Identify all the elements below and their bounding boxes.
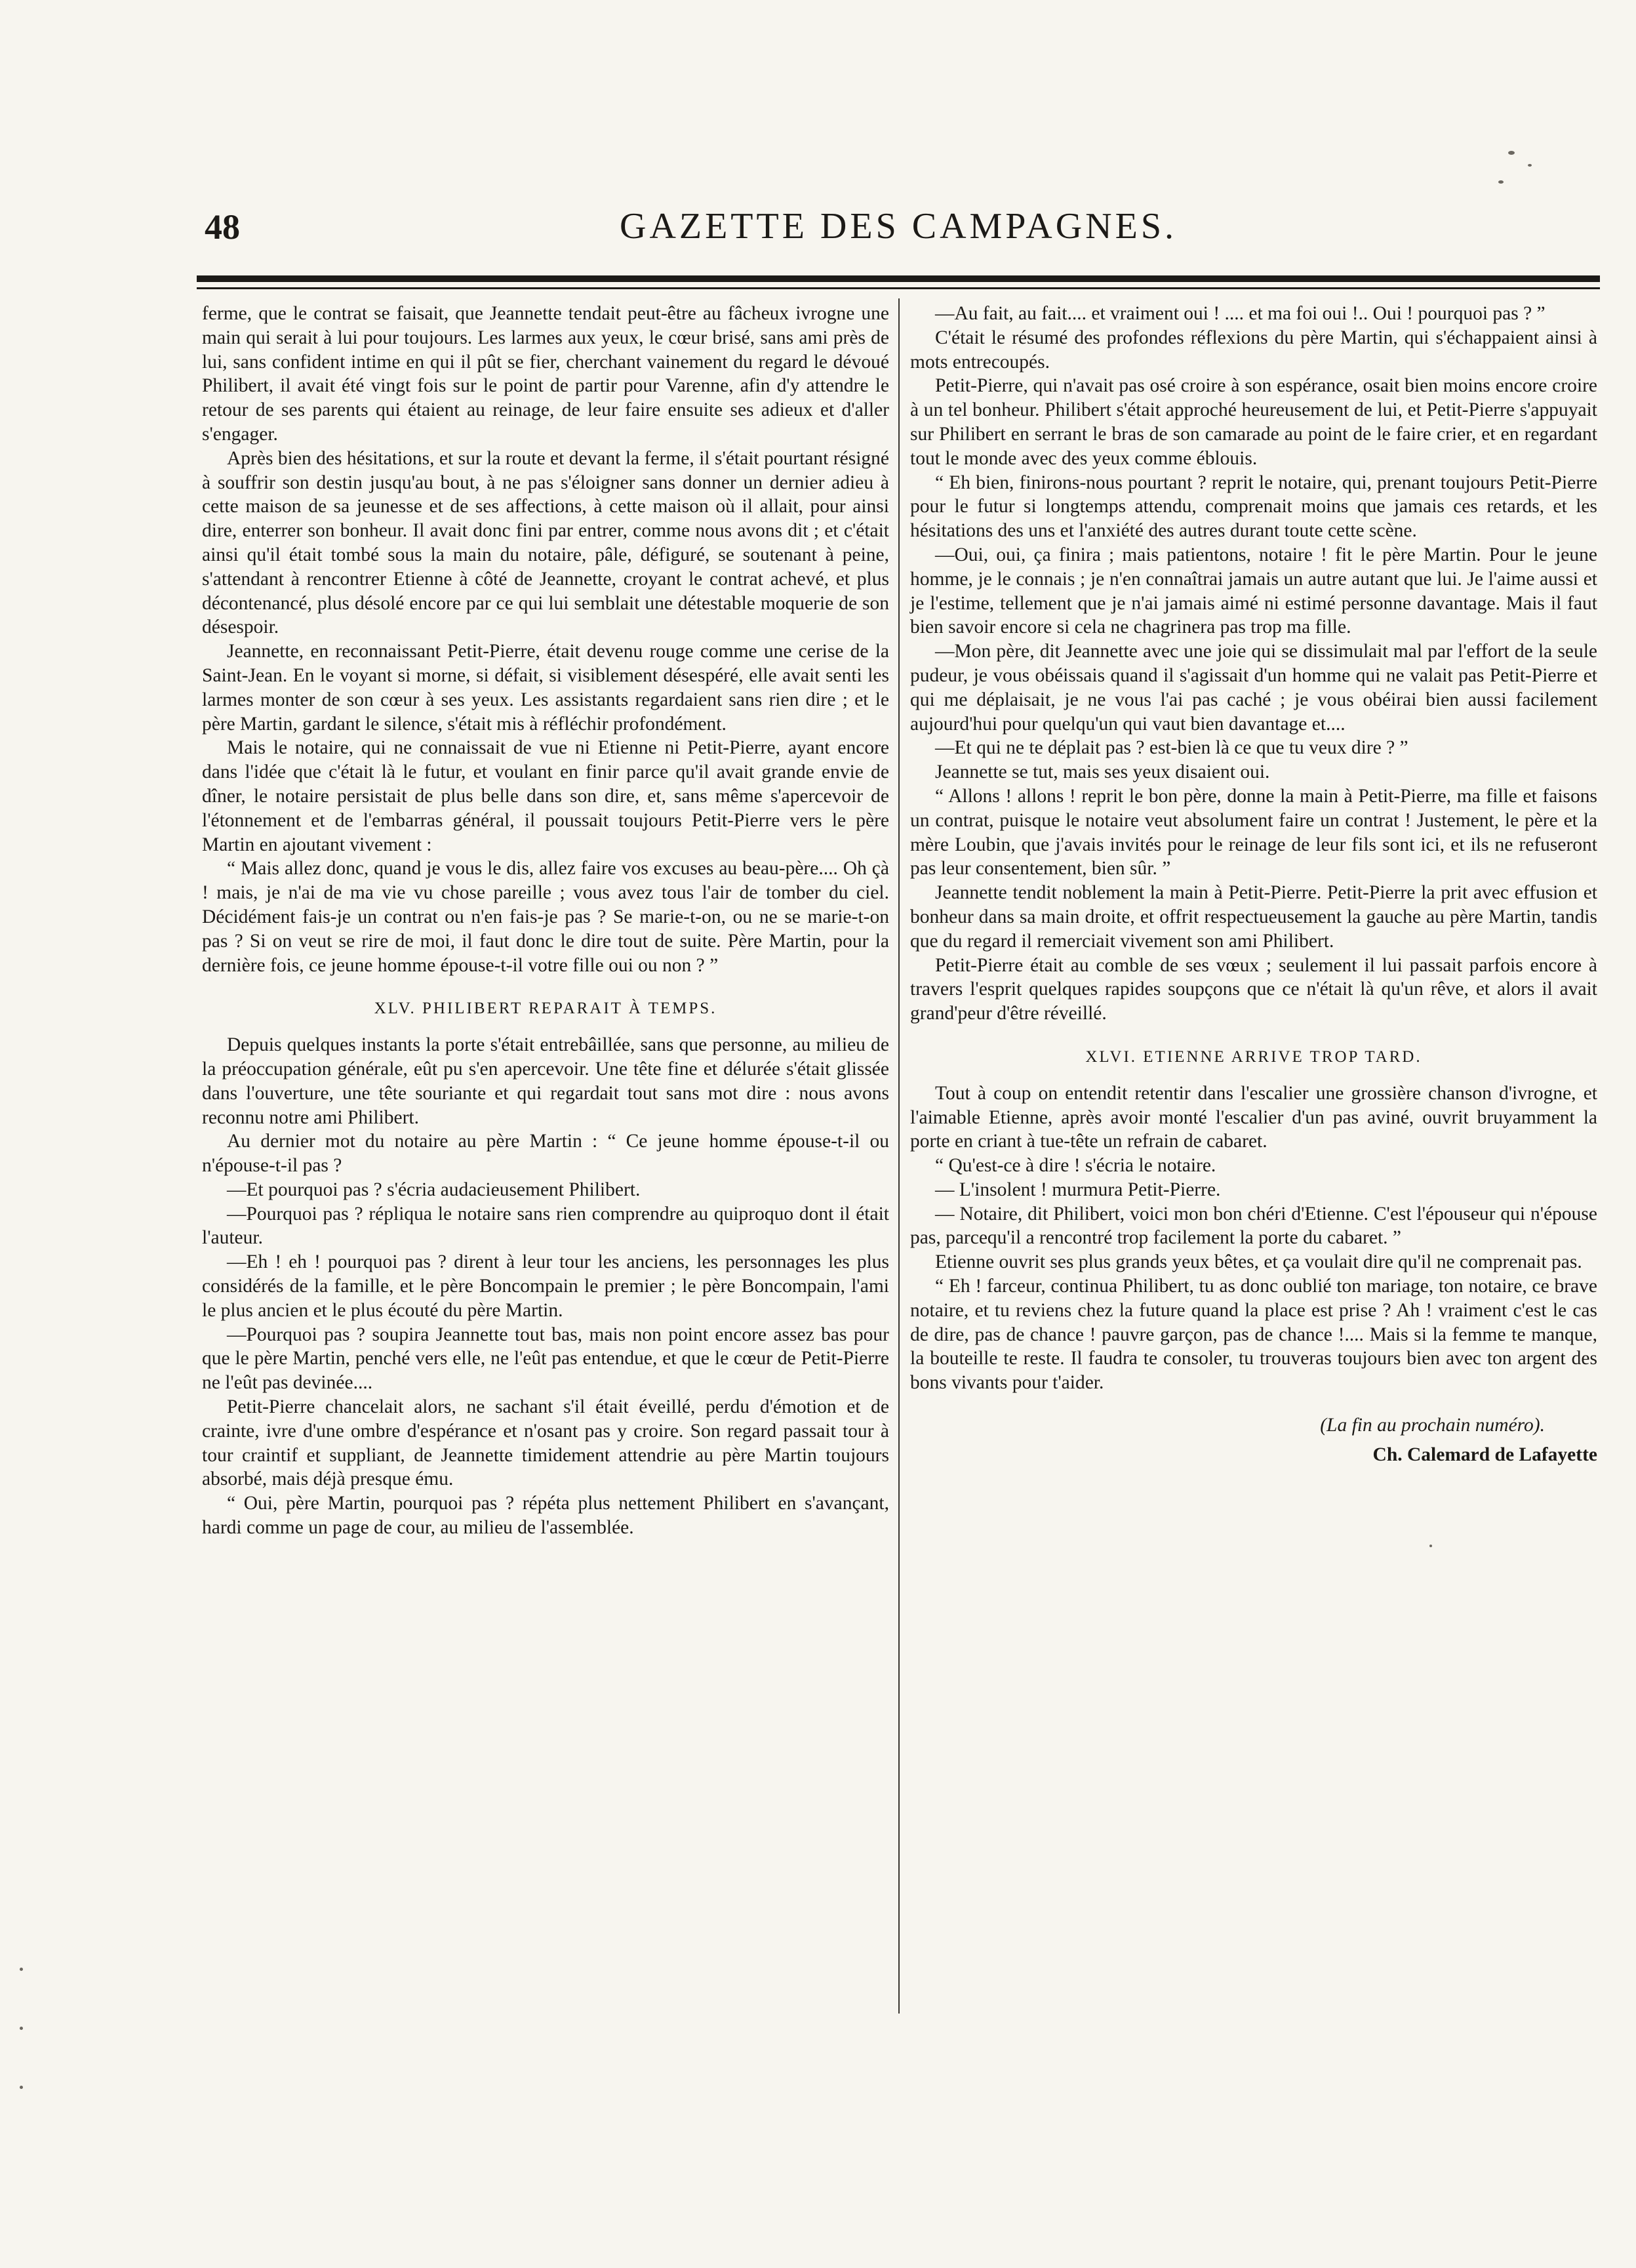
print-speck xyxy=(20,2027,23,2030)
print-speck xyxy=(20,1968,23,1971)
left-paragraph: —Eh ! eh ! pourquoi pas ? dirent à leur tour les anciens, les personnages les plus considérés de la famille, et le père Boncompain le premier ; le père Boncompain, l'ami le plus ancien et le plus écouté du père Martin. xyxy=(202,1251,889,1321)
right-paragraph: —Au fait, au fait.... et vraiment oui ! .... et ma foi oui !.. Oui ! pourquoi pas ? ” xyxy=(935,303,1546,324)
left-paragraph: Après bien des hésitations, et sur la route et devant la ferme, il s'était pourtant résigné à souffrir son destin jusqu'au bout, à ne pas s'éloigner sans donner un dernier adieu à cette maison de sa jeunesse et de ses affections, à cette maison où il allait, pour ainsi dire, enterrer son bonheur. Il avait donc fini par entrer, comme nous avons dit ; et c'était ainsi qu'il était tombé sous la main du notaire, pâle, défiguré, se soutenant à peine, s'attendant à rencontrer Etienne à côté de Jeannette, croyant le contrat achevé, et plus décontenancé, plus désolé encore par ce qui lui semblait une détestable moquerie de son désespoir. xyxy=(202,447,889,638)
left-column xyxy=(202,302,889,1540)
print-speck xyxy=(1528,164,1532,167)
section-heading-xlv: XLV. PHILIBERT REPARAIT À TEMPS. xyxy=(374,1000,717,1018)
left-paragraph: ferme, que le contrat se faisait, que Jeannette tendait peut-être au fâcheux ivrogne une main qui serait à lui pour toujours. Les larmes aux yeux, le cœur brisé, sans ami près de lui, sans confident intime en qui il pût se fier, cherchant vainement du regard le dévoué Philibert, il avait été vingt fois sur le point de partir pour Varenne, afin d'y attendre le retour de ses parents qui étaient au reinage, de leur faire ensuite ses adieux et d'aller s'engager. xyxy=(202,303,889,445)
right-paragraph: Petit-Pierre était au comble de ses vœux ; seulement il lui passait parfois encore à travers l'esprit quelques rapides soupçons que ce n'était là qu'un rêve, et alors il avait grand'peur d'être réveillé. xyxy=(910,954,1597,1024)
journal-title: GAZETTE DES CAMPAGNES. xyxy=(620,206,1177,247)
left-paragraph: —Pourquoi pas ? soupira Jeannette tout bas, mais non point encore assez bas pour que le père Martin, penché vers elle, ne l'eût pas entendue, et que le cœur de Petit-Pierre ne l'eût pas devinée.... xyxy=(202,1324,889,1394)
right-paragraph: Tout à coup on entendit retentir dans l'escalier une grossière chanson d'ivrogne, et l'aimable Etienne, après avoir monté l'escalier d'un pas aviné, ouvrit bruyamment la porte en criant à tue-tête un refrain de cabaret. xyxy=(910,1082,1597,1152)
page-header xyxy=(197,200,1600,279)
right-paragraph: C'était le résumé des profondes réflexions du père Martin, qui s'échappaient ainsi à mots entrecoupés. xyxy=(910,327,1597,373)
left-paragraph: —Et pourquoi pas ? s'écria audacieusement Philibert. xyxy=(227,1179,641,1200)
right-paragraph: “ Eh ! farceur, continua Philibert, tu as donc oublié ton mariage, ton notaire, ce brave notaire, et tu reviens chez la future quand la place est prise ? Ah ! vraiment c'est le cas de dire, pas de chance ! pauvre garçon, pas de chance !.... Mais si la femme te manque, la bouteille te reste. Il faudra te consoler, tu trouveras toujours bien avec ton argent des bons vivants pour t'aider. xyxy=(910,1276,1597,1394)
right-paragraph: “ Eh bien, finirons-nous pourtant ? reprit le notaire, qui, prenant toujours Petit-Pierre pour le futur si longtemps attendu, comprenait moins que jamais ces retards, et les hésitations des uns et l'anxiété des autres durant toute cette scène. xyxy=(910,472,1597,542)
right-paragraph: —Et qui ne te déplait pas ? est-bien là ce que tu veux dire ? ” xyxy=(935,737,1408,759)
right-paragraph: — Notaire, dit Philibert, voici mon bon chéri d'Etienne. C'est l'épouseur qui n'épouse pas, parcequ'il a rencontré trop facilement la porte du cabaret. ” xyxy=(910,1203,1597,1249)
header-rule-thick xyxy=(197,275,1600,282)
left-paragraph: Petit-Pierre chancelait alors, ne sachant s'il était éveillé, perdu d'émotion et de crainte, ivre d'une ombre d'espérance et n'osant pas y croire. Son regard passait tour à tour craintif et suppliant, de Jeannette timidement attendrie au père Martin toujours absorbé, mais déjà presque ému. xyxy=(202,1396,889,1490)
left-paragraph: “ Oui, père Martin, pourquoi pas ? répéta plus nettement Philibert en s'avançant, hardi comme un page de cour, au milieu de l'assemblée. xyxy=(202,1493,889,1539)
right-paragraph: Jeannette tendit noblement la main à Petit-Pierre. Petit-Pierre la prit avec effusion et bonheur dans sa main droite, et offrit respectueusement la gauche au père Martin, tandis que du regard il remerciait vivement son ami Philibert. xyxy=(910,882,1597,952)
left-paragraph: Mais le notaire, qui ne connaissait de vue ni Etienne ni Petit-Pierre, ayant encore dans l'idée que c'était là le futur, et voulant en finir parce qu'il avait grande envie de dîner, le notaire persistait de plus belle dans son dire, et, sans même s'apercevoir de l'étonnement et de l'embarras général, il poussait toujours Petit-Pierre vers le père Martin en ajoutant vivement : xyxy=(202,737,889,855)
header-rule-thin xyxy=(197,287,1600,289)
left-paragraph: Au dernier mot du notaire au père Martin : “ Ce jeune homme épouse-t-il ou n'épouse-t-il pas ? xyxy=(202,1131,889,1177)
right-paragraph: Etienne ouvrit ses plus grands yeux bêtes, et ça voulait dire qu'il ne comprenait pas. xyxy=(935,1251,1582,1273)
right-paragraph: —Mon père, dit Jeannette avec une joie qui se dissimulait mal par l'effort de la seule pudeur, je vous obéissais quand il s'agissait d'un homme qui ne valait pas Petit-Pierre et qui me déplaisait, je ne vous l'ai pas caché ; je vous obéirai bien aussi facilement aujourd'hui pour quelqu'un qui vaut bien davantage et.... xyxy=(910,641,1597,735)
right-paragraph: — L'insolent ! murmura Petit-Pierre. xyxy=(935,1179,1221,1200)
left-paragraph: “ Mais allez donc, quand je vous le dis, allez faire vos excuses au beau-père.... Oh çà ! mais, je n'ai de ma vie vu chose pareille ; vous avez tous l'air de tomber du ciel. Décidément fais-je un contrat ou n'en fais-je pas ? Se marie-t-on, ou ne se marie-t-on pas ? Si on veut se rire de moi, il faut donc le dire tout de suite. Père Martin, pour la dernière fois, ce jeune homme épouse-t-il votre fille oui ou non ? ” xyxy=(202,858,889,976)
right-paragraph: “ Qu'est-ce à dire ! s'écria le notaire. xyxy=(935,1155,1216,1177)
print-speck xyxy=(1429,1545,1432,1547)
right-column xyxy=(910,302,1597,1467)
right-paragraph: —Oui, oui, ça finira ; mais patientons, notaire ! fit le père Martin. Pour le jeune homme, je le connais ; je n'en connaîtrai jamais un autre autant que lui. Je l'aime aussi et je l'estime, tellement que je n'ai jamais aimé ni estimé personne davantage. Mais il faut bien savoir encore si cela ne chagrinera pas trop ma fille. xyxy=(910,544,1597,638)
right-paragraph: Jeannette se tut, mais ses yeux disaient oui. xyxy=(935,761,1270,783)
print-speck xyxy=(20,2086,23,2089)
column-divider xyxy=(898,298,900,2014)
page-number: 48 xyxy=(205,207,240,247)
left-paragraph: —Pourquoi pas ? répliqua le notaire sans rien comprendre au quiproquo dont il était l'auteur. xyxy=(202,1203,889,1249)
left-paragraph: Depuis quelques instants la porte s'était entrebâillée, sans que personne, au milieu de la préoccupation générale, eût pu s'en apercevoir. Une tête fine et délurée s'était glissée dans l'ouverture, une tête souriante et qui regardait tout sans mot dire : nous avons reconnu notre ami Philibert. xyxy=(202,1034,889,1128)
author-signature: Ch. Calemard de Lafayette xyxy=(1372,1444,1597,1465)
right-paragraph: “ Allons ! allons ! reprit le bon père, donne la main à Petit-Pierre, ma fille et faisons un contrat, puisque le notaire veut absolument faire un contrat ! Justement, le père et la mère Loubin, que j'avais invités pour le reinage de leur fils sont ici, et ils ne refuseront pas leur consentement, bien sûr. ” xyxy=(910,785,1597,880)
continuation-note: (La fin au prochain numéro). xyxy=(1320,1415,1545,1436)
print-speck xyxy=(1498,180,1504,184)
right-paragraph: Petit-Pierre, qui n'avait pas osé croire à son espérance, osait bien moins encore croire à un tel bonheur. Philibert s'était approché heureusement de lui, et Petit-Pierre s'appuyait sur Philibert en serrant le bras de son camarade au point de le faire crier, et en regardant tout le monde avec des yeux comme éblouis. xyxy=(910,375,1597,469)
print-speck xyxy=(1508,151,1515,155)
left-paragraph: Jeannette, en reconnaissant Petit-Pierre, était devenu rouge comme une cerise de la Saint-Jean. En le voyant si morne, si défait, si visiblement désespéré, elle avait senti les larmes monter de son cœur à ses yeux. Les assistants regardaient sans rien dire ; et le père Martin, gardant le silence, s'était mis à réfléchir profondément. xyxy=(202,641,889,735)
section-heading-xlvi: XLVI. ETIENNE ARRIVE TROP TARD. xyxy=(1085,1047,1422,1066)
